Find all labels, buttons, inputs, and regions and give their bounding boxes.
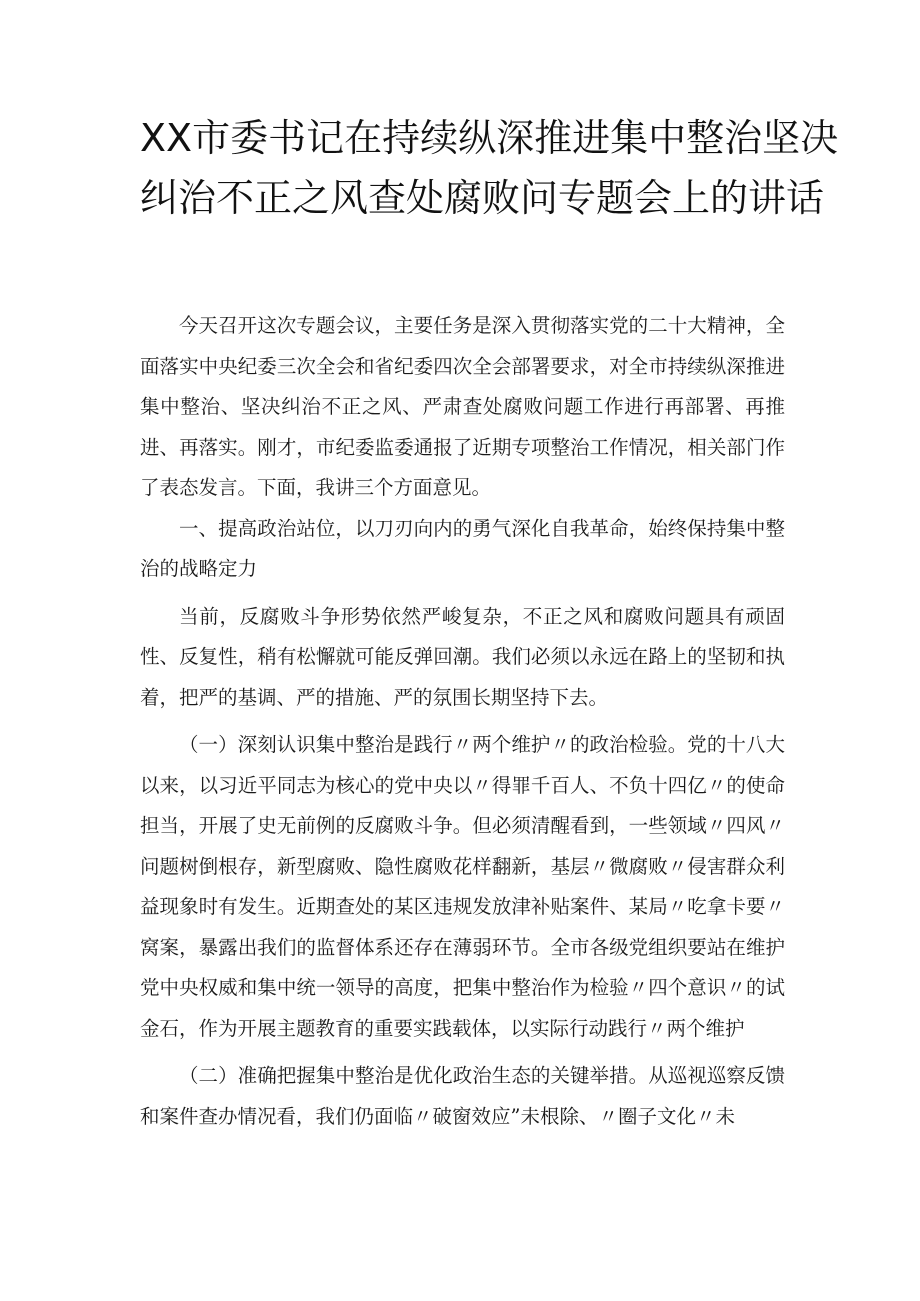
paragraph-point-1: （一）深刻认识集中整治是践行〃两个维护〃的政治检验。党的十八大以来，以习近平同志为核心的党中央以〃得罪千百人、不负十四亿〃的使命担当，开展了史无前例的反腐败斗争。但必须清醒看到，一些领域〃四风〃问题树倒根存，新型腐败、隐性腐败花样翻新，基层〃微腐败〃侵害群众利益现象时有发生。近期查处的某区违规发放津补贴案件、某局〃吃拿卡要〃窝案，暴露出我们的监督体系还存在薄弱环节。全市各级党组织要站在维护党中央权威和集中统一领导的高度，把集中整治作为检验〃四个意识〃的试金石，作为开展主题教育的重要实践载体，以实际行动践行〃两个维护 [140,733,785,1040]
title-line-2: 纠治不正之风查处腐败问专题会上的讲话 [140,176,825,220]
title-line-1: XX市委书记在持续纵深推进集中整治坚决 [140,116,839,160]
document-body [140,306,785,1137]
document-title [140,108,839,228]
section-heading-1: 一、提高政治站位，以刀刃向内的勇气深化自我革命，始终保持集中整治的战略定力 [140,516,785,580]
paragraph-intro: 今天召开这次专题会议，主要任务是深入贯彻落实党的二十大精神，全面落实中央纪委三次全会和省纪委四次全会部署要求，对全市持续纵深推进集中整治、坚决纠治不正之风、严肃查处腐败问题工作进行再部署、再推进、再落实。刚才，市纪委监委通报了近期专项整治工作情况，相关部门作了表态发言。下面，我讲三个方面意见。 [140,314,785,499]
paragraph-situation: 当前，反腐败斗争形势依然严峻复杂，不正之风和腐败问题具有顽固性、反复性，稍有松懈就可能反弹回潮。我们必须以永远在路上的坚韧和执着，把严的基调、严的措施、严的氛围长期坚持下去。 [140,604,785,709]
paragraph-point-2: （二）准确把握集中整治是优化政治生态的关键举措。从巡视巡察反馈和案件查办情况看，我们仍面临〃破窗效应”未根除、〃圈子文化〃未 [140,1064,785,1128]
